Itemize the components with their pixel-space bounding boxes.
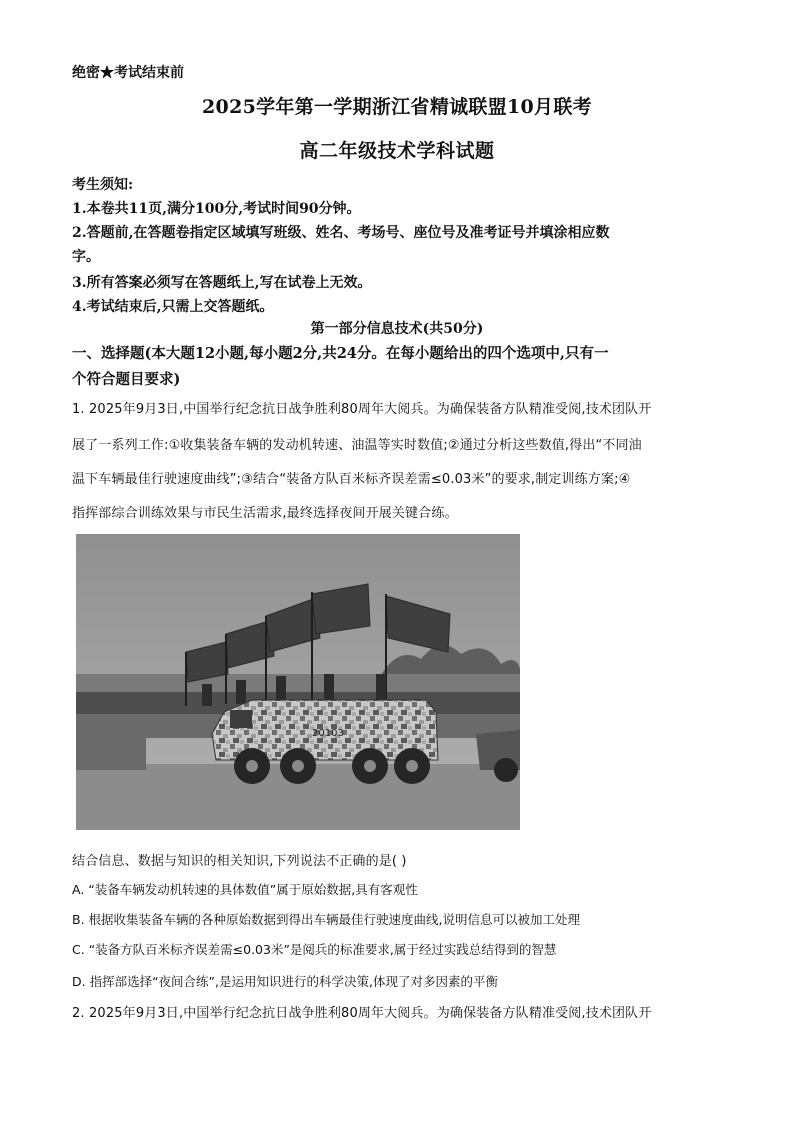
notice-item: 字。 [72,249,100,265]
notice-item: 2.答题前,在答题卷指定区域填写班级、姓名、考场号、座位号及准考证号并填涂相应数 [72,225,610,241]
question-1-text: 温下车辆最佳行驶速度曲线”;③结合“装备方队百米标齐误差需≤0.03米”的要求,制定训练方案;④ [72,472,631,487]
notice-item: 1.本卷共11页,满分100分,考试时间90分钟。 [72,201,361,217]
choice-heading: 个符合题目要求) [72,371,181,388]
choice-heading: 一、选择题(本大题12小题,每小题2分,共24分。在每小题给出的四个选项中,只有一 [72,345,609,362]
option-a: A. “装备车辆发动机转速的具体数值”属于原始数据,具有客观性 [72,882,418,897]
notice-heading: 考生须知: [72,177,134,193]
question-1-text: 指挥部综合训练效果与市民生活需求,最终选择夜间开展关键合练。 [72,506,458,521]
section-title: 第一部分信息技术(共50分) [310,321,484,337]
exam-title: 2025学年第一学期浙江省精诚联盟10月联考 [202,96,592,118]
option-b: B. 根据收集装备车辆的各种原始数据到得出车辆最佳行驶速度曲线,说明信息可以被加工处理 [72,912,580,927]
confidential-label: 绝密★考试结束前 [72,65,184,81]
notice-item: 4.考试结束后,只需上交答题纸。 [72,299,274,315]
option-c: C. “装备方队百米标齐误差需≤0.03米”是阅兵的标准要求,属于经过实践总结得到的智慧 [72,942,557,957]
vehicle-plate: 20103 [312,728,344,739]
exam-subtitle: 高二年级技术学科试题 [299,140,495,162]
question-1-stem: 结合信息、数据与知识的相关知识,下列说法不正确的是( ) [72,854,407,869]
parade-photo [76,534,520,830]
question-2-text: 2. 2025年9月3日,中国举行纪念抗日战争胜利80周年大阅兵。为确保装备方队精准受阅,技术团队开 [72,1006,652,1021]
question-1-text: 展了一系列工作:①收集装备车辆的发动机转速、油温等实时数值;②通过分析这些数值,得出“不同油 [72,438,642,453]
option-d: D. 指挥部选择“夜间合练”,是运用知识进行的科学决策,体现了对多因素的平衡 [72,974,498,989]
notice-item: 3.所有答案必须写在答题纸上,写在试卷上无效。 [72,275,372,291]
question-1-text: 1. 2025年9月3日,中国举行纪念抗日战争胜利80周年大阅兵。为确保装备方队精准受阅,技术团队开 [72,402,652,417]
